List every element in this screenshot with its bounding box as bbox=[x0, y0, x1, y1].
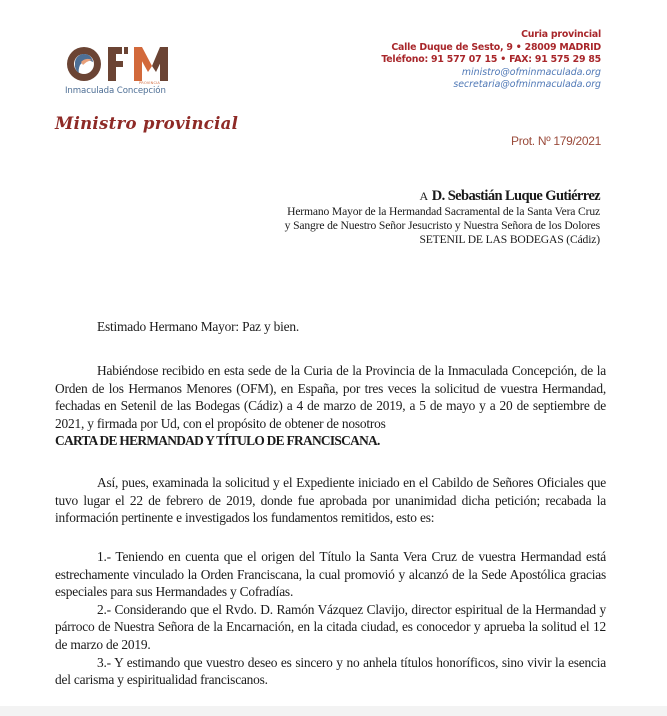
sender-title: Ministro provincial bbox=[55, 114, 239, 133]
email-secretaria-link[interactable]: secretaria@ofminmaculada.org bbox=[453, 79, 601, 91]
addressee-block bbox=[285, 187, 600, 247]
items-block bbox=[55, 548, 606, 689]
paragraph-2: Así, pues, examinada la solicitud y el Expediente iniciado en el Cabildo de Señores Oficiales que tuvo lugar el 22 de febrero de 2019, donde fue aprobada por unanimidad dicha petición; recabada la información pertinente e investigados los fundamentos remitidos, esto es: bbox=[55, 475, 606, 526]
item-1: 1.- Teniendo en cuenta que el origen del Título la Santa Vera Cruz de vuestra Hermandad está estrechamente vinculado la Orden Franciscana, la cual promovió y alcanzó de la Sede Apostólica gracias especiales para sus Hermandades y Cofradías. bbox=[55, 549, 606, 600]
logo-province-tag: PROVINCIA bbox=[139, 81, 160, 85]
protocol-number: Prot. Nº 179/2021 bbox=[510, 134, 601, 148]
greeting: Estimado Hermano Mayor: Paz y bien. bbox=[97, 319, 299, 334]
paragraph-1-block bbox=[55, 362, 606, 450]
page-bottom-edge bbox=[0, 706, 667, 716]
office-phone: Teléfono: 91 577 07 15 • FAX: 91 575 29 85 bbox=[381, 54, 601, 66]
paragraph-1-emphasis-line bbox=[55, 432, 606, 450]
addressee-line-1: Hermano Mayor de la Hermandad Sacramental de la Santa Vera Cruz bbox=[287, 205, 600, 218]
item-2: 2.- Considerando que el Rvdo. D. Ramón Vázquez Clavijo, director espiritual de la Hermandad y párroco de Nuestra Señora de la Encarnación, en la citada ciudad, es conocedor y aprueba la solitud el 12 de marzo de 2019. bbox=[55, 601, 606, 652]
addressee-name: D. Sebastián Luque Gutiérrez bbox=[431, 188, 600, 204]
logo-f-letter bbox=[108, 47, 128, 81]
office-address: Calle Duque de Sesto, 9 • 28009 MADRID bbox=[391, 41, 601, 53]
item-3: 3.- Y estimando que vuestro deseo es sincero y no anhela títulos honoríficos, sino vivir la esencia del carisma y espiritualidad franciscanos. bbox=[55, 654, 606, 688]
greeting-block bbox=[55, 318, 606, 336]
paragraph-1 bbox=[55, 362, 606, 432]
logo-o-emblem bbox=[67, 47, 101, 81]
addressee-name-line bbox=[285, 187, 600, 205]
addressee-line-2: y Sangre de Nuestro Señor Jesucristo y Nuestra Señora de los Dolores bbox=[284, 219, 600, 232]
paragraph-2-block bbox=[55, 474, 606, 527]
email-ministro-link[interactable]: ministro@ofminmaculada.org bbox=[461, 66, 601, 78]
logo-m-letter bbox=[134, 47, 168, 81]
paragraph-1-text: Habiéndose recibido en esta sede de la Curia de la Provincia de la Inmaculada Concepción, de la Orden de los Hermanos Menores (OFM), en España, por tres veces la solicitud de vuestra Hermandad, fechadas en Setenil de las Bodegas (Cádiz) a 4 de marzo de 2019, a 5 de mayo y a 20 de septiembre de 2021, y firmada por Ud, con el propósito de obtener de nosotros bbox=[55, 363, 606, 431]
contact-block bbox=[381, 29, 601, 92]
office-name: Curia provincial bbox=[521, 29, 601, 40]
addressee-line-3: SETENIL DE LAS BODEGAS (Cádiz) bbox=[419, 233, 600, 246]
logo-subtitle: Inmaculada Concepción bbox=[65, 86, 166, 96]
paragraph-1-emphasis: CARTA DE HERMANDAD Y TÍTULO DE FRANCISCANA. bbox=[55, 433, 380, 449]
addressee-prefix: A bbox=[419, 189, 429, 203]
